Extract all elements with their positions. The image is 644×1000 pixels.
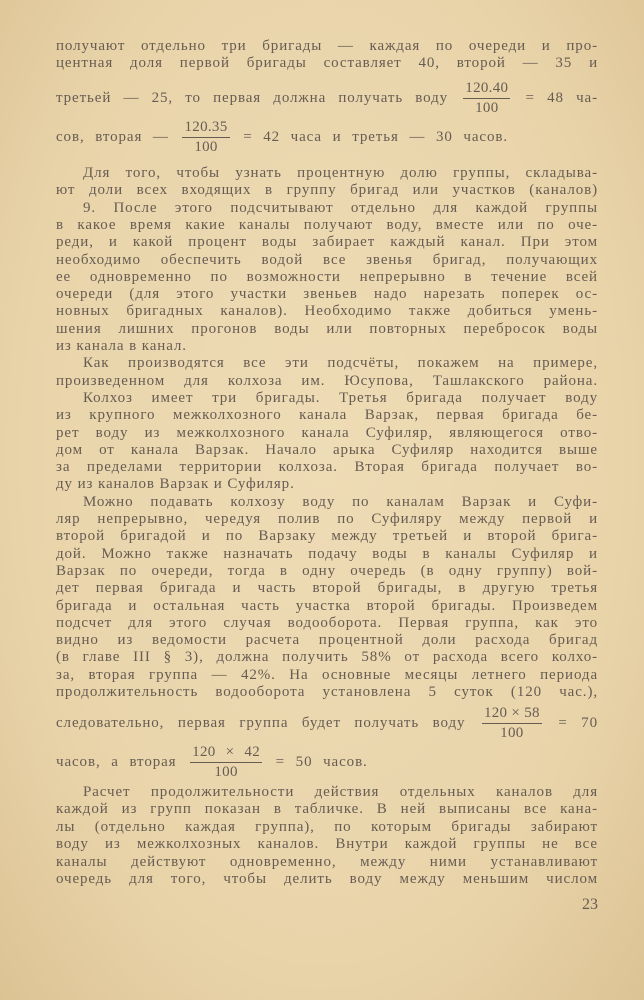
text-line: за, вторая группа — 42%. На основные месяцы летнего периода xyxy=(56,666,598,683)
text-line: Как производятся все эти подсчёты, покажем на примере, xyxy=(83,355,598,372)
text-line: воду из межколхозных каналов. Внутри каждой группы не все xyxy=(56,836,598,853)
text-line: продолжительность водооборота установлена 5 суток (120 час.), xyxy=(56,684,598,700)
text-line: реди, и какой процент воды забирает каждый канал. При этом xyxy=(56,234,598,251)
formula-text-after: = 70 xyxy=(558,715,598,731)
fraction-denominator: 100 xyxy=(190,762,262,782)
text-line: центная доля первой бригады составляет 40, второй — 35 и xyxy=(56,55,598,71)
text-line: очереди (для этого участки звеньев надо нарезать поперек ос- xyxy=(56,286,598,303)
text-line: Варзак по очереди, тогда в одну очередь (в одну группу) вой- xyxy=(56,562,598,579)
text-line: из канала в канал. xyxy=(56,338,187,354)
text-line: получают отдельно три бригады — каждая по очереди и про- xyxy=(56,38,598,54)
text-line: видно из ведомости расчета процентной доли расхода бригад xyxy=(56,632,598,649)
text-line: шения лишних прогонов воды или повторных перебросок воды xyxy=(56,320,598,337)
text-line: лы (отдельно каждая группа), по которым бригады забирают xyxy=(56,818,598,835)
text-line: каждой из групп показан в табличке. В ней выписаны все кана- xyxy=(56,801,598,818)
formula-text-before: следовательно, первая группа будет получать воду xyxy=(56,715,466,731)
formula-text-before: сов, вторая — xyxy=(56,129,169,145)
text-line: ду из каналов Варзак и Суфиляр. xyxy=(56,476,295,493)
text-line: рет воду из межколхозного канала Суфиляр, являющегося отво- xyxy=(56,424,598,441)
text-line: (в главе III § 3), должна получить 58% от расхода всего колхо- xyxy=(56,649,598,666)
formula-line xyxy=(56,78,598,118)
fraction-denominator: 100 xyxy=(463,98,510,118)
formula-line xyxy=(56,703,598,743)
fraction-denominator: 100 xyxy=(182,137,229,157)
fraction-numerator: 120 × 42 xyxy=(192,744,260,761)
formula-text-after: = 50 часов. xyxy=(275,754,368,770)
page-number: 23 xyxy=(582,896,598,913)
text-line: ют доли всех входящих в группу бригад или участков (каналов) xyxy=(56,182,598,199)
text-line: дом от канала Варзак. Начало арыка Суфиляр находится выше xyxy=(56,441,598,458)
text-line: ляр непрерывно, чередуя полив по Суфиляру между первой и xyxy=(56,511,598,527)
fraction-numerator: 120.35 xyxy=(184,119,228,136)
formula-text-before: третьей — 25, то первая должна получать воду xyxy=(56,90,449,106)
formula-line xyxy=(56,742,598,782)
text-line: бригада и остальная часть участка второй бригады. Произведем xyxy=(56,597,598,614)
text-line: дет первая бригада и часть второй бригады, в другую третья xyxy=(56,580,598,597)
fraction-numerator: 120.40 xyxy=(465,80,509,97)
text-line: произведенном для колхоза им. Юсупова, Ташлакского района. xyxy=(56,372,598,389)
fraction xyxy=(482,704,542,743)
text-line: Колхоз имеет три бригады. Третья бригада получает воду xyxy=(83,389,598,406)
text-line: ее одновременно по возможности непрерывно в течение всей xyxy=(56,268,598,285)
text-line: дой. Можно также назначать подачу воды в каналы Суфиляр и xyxy=(56,545,598,562)
fraction xyxy=(463,79,510,118)
text-line: Для того, чтобы узнать процентную долю группы, складыва- xyxy=(83,165,598,181)
text-line: Можно подавать колхозу воду по каналам Варзак и Суфи- xyxy=(83,493,598,510)
text-line: 9. После этого подсчитывают отдельно для каждой группы xyxy=(83,199,598,216)
text-line: подсчет для этого случая водооборота. Первая группа, как это xyxy=(56,614,598,631)
formula-line xyxy=(56,117,598,157)
fraction-numerator: 120 × 58 xyxy=(483,705,540,722)
fraction xyxy=(182,118,229,157)
text-line: очередь для того, чтобы делить воду между меньшим числом xyxy=(56,871,598,887)
formula-text-after: = 48 ча- xyxy=(525,90,598,106)
text-line: за пределами территории колхоза. Вторая бригада получает во- xyxy=(56,459,598,476)
formula-text-after: = 42 часа и третья — 30 часов. xyxy=(243,129,509,145)
text-line: необходимо обеспечить водой все звенья бригад, получающих xyxy=(56,251,598,268)
text-line: Расчет продолжительности действия отдельных каналов для xyxy=(83,784,598,800)
text-line: каналы действуют одновременно, между ними устанавливают xyxy=(56,853,598,870)
text-line: новных бригадных каналов). Необходимо также добиться умень- xyxy=(56,303,598,320)
fraction-denominator: 100 xyxy=(482,723,542,743)
text-line: из крупного межколхозного канала Варзак, первая бригада бе- xyxy=(56,407,598,424)
formula-text-before: часов, а вторая xyxy=(56,754,177,770)
fraction xyxy=(190,743,262,782)
text-line: в какое время какие каналы получают воду, вместе или по оче- xyxy=(56,216,598,233)
text-line: второй бригадой и по Варзаку между третьей и второй брига- xyxy=(56,528,598,545)
